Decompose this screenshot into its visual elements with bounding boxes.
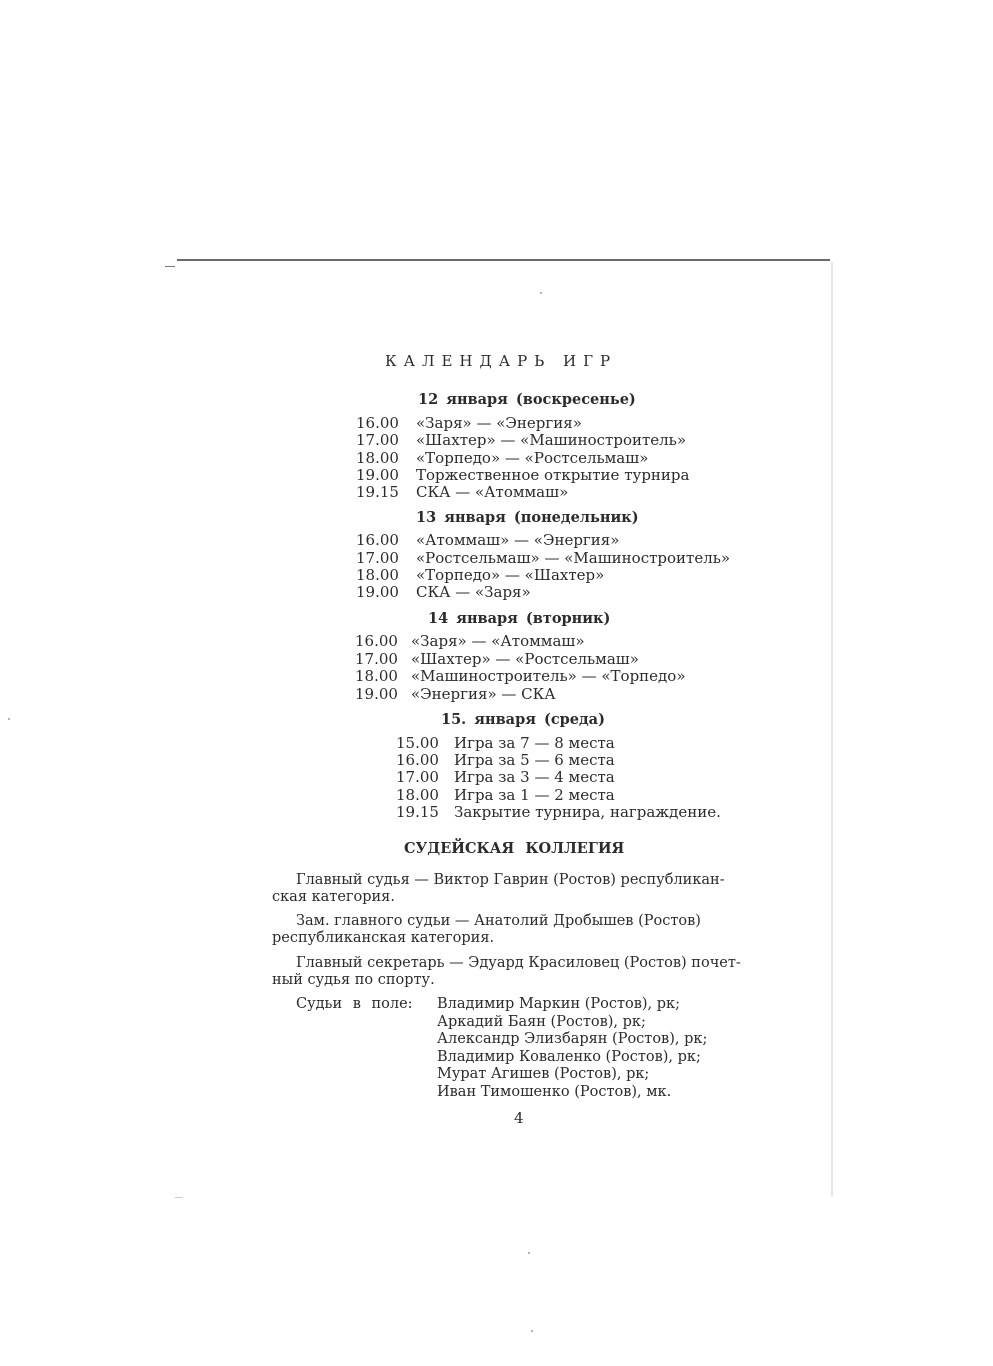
chief-secretary-paragraph (272, 955, 782, 989)
game-time: 17.00 (356, 431, 399, 449)
game-time: 15.00 (396, 734, 439, 752)
game-time: 18.00 (356, 449, 399, 467)
paragraph-line: Главный секретарь — Эдуард Красиловец (Ростов) почет- (296, 955, 741, 971)
judges-title: СУДЕЙСКАЯ КОЛЛЕГИЯ (404, 840, 625, 857)
scan-speck (8, 718, 10, 720)
game-event: «Шахтер» — «Ростсельмаш» (411, 650, 639, 668)
game-row (355, 633, 585, 650)
paragraph-line: ская категория. (272, 889, 395, 905)
referee-name: Владимир Коваленко (Ростов), рк; (437, 1048, 701, 1065)
game-event: «Заря» — «Атоммаш» (411, 632, 585, 650)
game-time: 18.00 (355, 667, 398, 685)
referee-name: Мурат Агишев (Ростов), рк; (437, 1066, 650, 1083)
scan-mark (165, 266, 175, 267)
paragraph-line: республиканская категория. (272, 930, 495, 946)
referee-name: Владимир Маркин (Ростов), рк; (437, 996, 680, 1012)
game-event: «Торпедо» — «Шахтер» (416, 566, 605, 584)
game-event: «Энергия» — СКА (411, 685, 556, 703)
game-event: СКА — «Атоммаш» (416, 483, 569, 501)
scan-speck (175, 1197, 183, 1198)
game-row (356, 432, 686, 449)
game-event: Игра за 3 — 4 места (454, 768, 615, 786)
game-row (356, 532, 619, 549)
day-heading-4: 15. января (среда) (441, 711, 605, 728)
game-event: Игра за 1 — 2 места (454, 786, 615, 804)
paragraph-line: Зам. главного судьи — Анатолий Дробышев (Ростов) (296, 913, 701, 929)
game-time: 19.00 (356, 583, 399, 601)
game-event: «Ростсельмаш» — «Машиностроитель» (416, 549, 731, 567)
game-row (355, 651, 639, 668)
game-time: 17.00 (396, 768, 439, 786)
day-heading-2: 13 января (понедельник) (416, 509, 639, 526)
game-time: 17.00 (355, 650, 398, 668)
game-row (396, 752, 615, 769)
game-time: 16.00 (396, 751, 439, 769)
game-row (355, 668, 686, 685)
scan-speck (531, 1330, 533, 1332)
game-row (356, 584, 531, 601)
chief-judge-paragraph (272, 872, 782, 906)
game-time: 19.15 (396, 803, 439, 821)
game-time: 16.00 (356, 531, 399, 549)
game-row (356, 567, 604, 584)
game-row (356, 450, 648, 467)
field-referees-list (437, 996, 707, 1102)
calendar-title: КАЛЕНДАРЬ ИГР (385, 352, 618, 370)
game-row (356, 415, 582, 432)
game-row (396, 769, 615, 786)
game-row (356, 550, 730, 567)
game-time: 16.00 (356, 414, 399, 432)
page-right-edge (831, 262, 833, 1197)
game-event: «Шахтер» — «Машиностроитель» (416, 431, 687, 449)
deputy-judge-paragraph (272, 913, 782, 947)
referee-name: Александр Элизбарян (Ростов), рк; (437, 1031, 708, 1048)
game-event: Игра за 5 — 6 места (454, 751, 615, 769)
game-row (396, 735, 615, 752)
day-heading-1: 12 января (воскресенье) (418, 391, 636, 408)
game-event: Закрытие турнира, награждение. (454, 803, 721, 821)
game-event: Торжественное открытие турнира (416, 466, 690, 484)
paragraph-line: Главный судья — Виктор Гаврин (Ростов) республикан- (296, 872, 725, 888)
game-event: «Машиностроитель» — «Торпедо» (411, 667, 686, 685)
game-row (355, 686, 556, 703)
game-row (356, 467, 689, 484)
game-event: «Атоммаш» — «Энергия» (416, 531, 620, 549)
referee-name: Иван Тимошенко (Ростов), мк. (437, 1083, 672, 1100)
referee-name: Аркадий Баян (Ростов), рк; (437, 1013, 646, 1030)
game-event: «Заря» — «Энергия» (416, 414, 582, 432)
game-time: 17.00 (356, 549, 399, 567)
game-time: 19.00 (355, 685, 398, 703)
game-row (356, 484, 568, 501)
game-row (396, 804, 721, 821)
game-time: 19.00 (356, 466, 399, 484)
game-time: 18.00 (356, 566, 399, 584)
game-time: 19.15 (356, 483, 399, 501)
scan-speck (540, 292, 542, 294)
scan-speck (528, 1252, 530, 1254)
page-top-edge (177, 259, 830, 261)
game-row (396, 787, 615, 804)
paragraph-line: ный судья по спорту. (272, 972, 435, 988)
game-event: «Торпедо» — «Ростсельмаш» (416, 449, 649, 467)
game-time: 18.00 (396, 786, 439, 804)
field-referees-label: Судьи в поле: (296, 996, 413, 1012)
day-heading-3: 14 января (вторник) (428, 610, 611, 627)
page-number: 4 (514, 1109, 524, 1127)
game-event: СКА — «Заря» (416, 583, 531, 601)
game-event: Игра за 7 — 8 места (454, 734, 615, 752)
game-time: 16.00 (355, 632, 398, 650)
